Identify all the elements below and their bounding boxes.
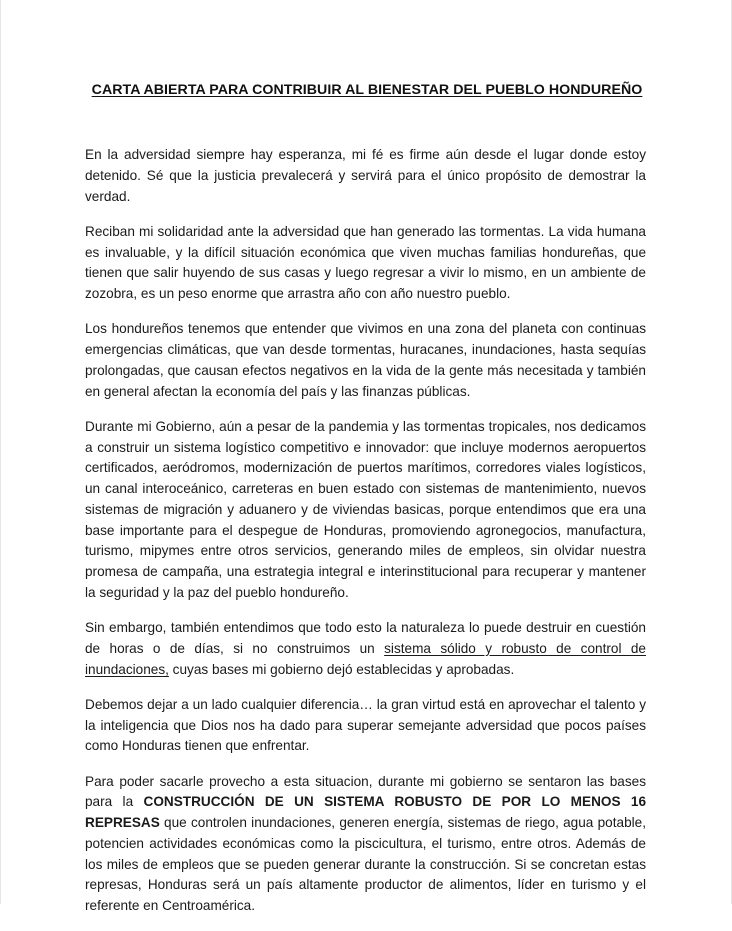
paragraph-7-before: Para poder sacarle provecho a esta situacion, durante mi gobierno se sentaron las bases para la [85,773,646,810]
paragraph-4: Durante mi Gobierno, aún a pesar de la pandemia y las tormentas tropicales, nos dedicamos a construir un sistema logístico competitivo e innovador: que incluye modernos aeropuertos certificados, aeródromos, modernización de puertos marítimos, corredores viales logísticos, un canal interoceánico, carreteras en buen estado con sistemas de mantenimiento, nuevos sistemas de migración y aduanero y de viviendas basicas, porque entendimos que era una base importante para el despegue de Honduras, promoviendo agronegocios, manufactura, turismo, mipymes entre otros servicios, generando miles de empleos, sin olvidar nuestra promesa de campaña, una estrategia integral e interinstitucional para recuperar y mantener la seguridad y la paz del pueblo hondureño. [85,418,646,600]
flood-control-system-phrase: sistema sólido y robusto de control de inundaciones, [85,640,646,677]
paragraph-5 [85,618,646,680]
paragraph-2: Reciban mi solidaridad ante la adversidad que han generado las tormentas. La vida humana es invaluable, y la difícil situación económica que viven muchas familias hondureñas, que tienen que salir huyendo de sus casas y luego regresar a vivir lo mismo, en un ambiente de zozobra, es un peso enorme que arrastra año con año nuestro pueblo. [85,223,646,301]
paragraph-1: En la adversidad siempre hay esperanza, mi fé es firme aún desde el lugar donde estoy detenido. Sé que la justicia prevalecerá y servirá para el único propósito de demostrar la verdad. [85,147,646,204]
paragraph-5-before: Sin embargo, también entendimos que todo esto la naturaleza lo puede destruir en cuestión de horas o de días, si no construimos un [85,620,646,656]
paragraph-7-after: que controlen inundaciones, generen energía, sistemas de riego, agua potable, potencien actividades económicas como la piscicultura, el turismo, entre otros. Además de los miles de empleos que se pueden generar durante la construcción. Si se concretan estas represas, Honduras será un país altamente productor de alimentos, líder en turismo y el referente en Centroamérica. [85,815,646,913]
letter-body [85,145,646,931]
paragraph-6: Debemos dejar a un lado cualquier diferencia… la gran virtud está en aprovechar el talento y la inteligencia que Dios nos ha dado para superar semejante adversidad que pocos países como Honduras tienen que enfrentar. [85,696,646,754]
paragraph-3: Los hondureños tenemos que entender que vivimos en una zona del planeta con continuas emergencias climáticas, que van desde tormentas, huracanes, inundaciones, hasta sequías prolongadas, que causan efectos negativos en la vida de la gente más necesitada y también en general afectan la economía del país y las finanzas públicas. [85,321,646,399]
letter-title: CARTA ABIERTA PARA CONTRIBUIR AL BIENESTAR DEL PUEBLO HONDUREÑO [91,82,643,98]
paragraph-7 [85,772,646,917]
paragraph-5-after: cuyas bases mi gobierno dejó establecidas y aprobadas. [168,661,515,677]
dam-system-emphasis: CONSTRUCCIÓN DE UN SISTEMA ROBUSTO DE POR LO MENOS 16 REPRESAS [85,794,647,830]
